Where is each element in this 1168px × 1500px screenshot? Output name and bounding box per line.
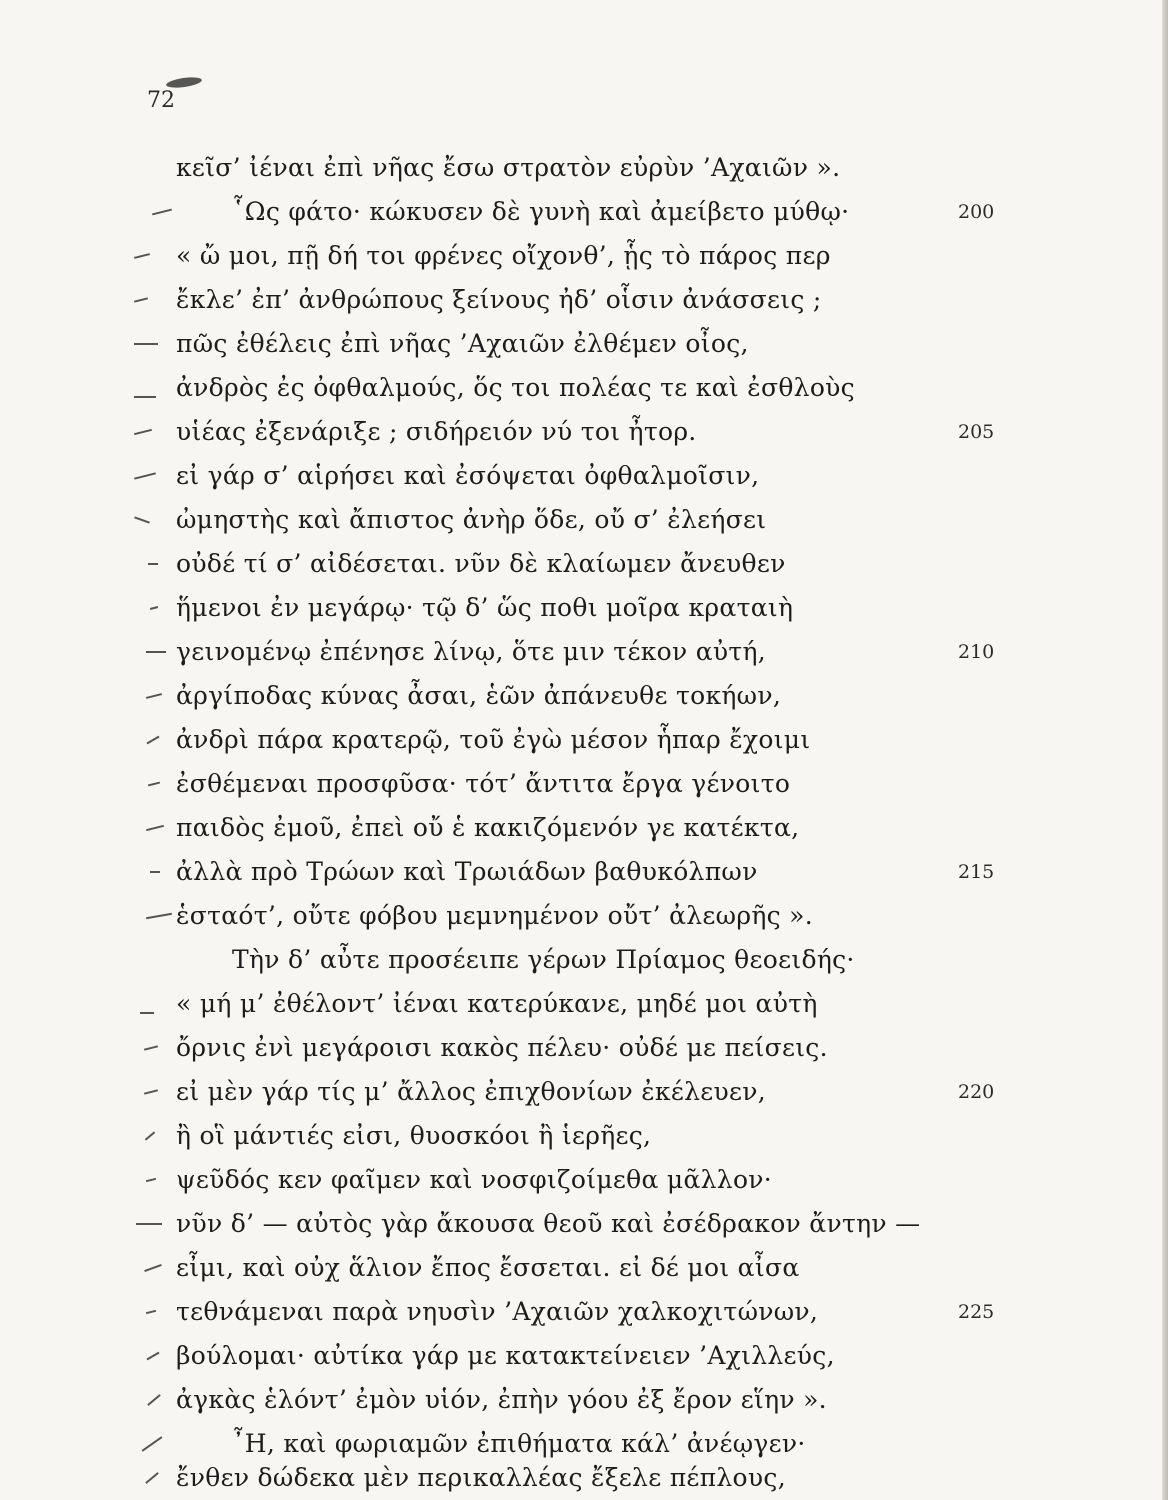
verse-line [0, 1378, 1168, 1422]
page-edge [1162, 0, 1168, 1500]
pencil-mark [134, 297, 148, 302]
verse-text: ἀλλὰ πρὸ Τρώων καὶ Τρωιάδων βαθυκόλπων [176, 857, 758, 886]
verse-text: υἱέας ἐξενάριξε ; σιδήρειόν νύ τοι ἦτορ. [176, 417, 697, 446]
verse-text: ἔκλε’ ἐπ’ ἀνθρώπους ξείνους ἠδ’ οἷσιν ἀνάσσεις ; [176, 285, 822, 314]
verse-text: Τὴν δ’ αὖτε προσέειπε γέρων Πρίαμος θεοειδής· [232, 945, 855, 974]
pencil-mark [146, 693, 162, 699]
pencil-mark [146, 651, 166, 653]
verse-line [0, 1158, 1168, 1202]
verse-line [0, 806, 1168, 850]
verse-text: « μή μ’ ἐθέλοντ’ ἰέναι κατερύκανε, μηδέ μοι αὐτὴ [176, 989, 818, 1018]
verse-line [0, 1334, 1168, 1378]
pencil-mark [144, 1089, 158, 1094]
verse-line [0, 454, 1168, 498]
verse-line [0, 1026, 1168, 1070]
pencil-mark [144, 1264, 162, 1272]
pencil-mark [145, 1131, 155, 1140]
verse-line [0, 234, 1168, 278]
verse-text: εἰ γάρ σ’ αἱρήσει καὶ ἐσόψεται ὀφθαλμοῖσιν, [176, 461, 760, 490]
pencil-mark [134, 396, 156, 398]
verse-text: ἑσταότ’, οὔτε φόβου μεμνημένον οὔτ’ ἀλεωρῆς ». [176, 901, 814, 930]
verse-text: βούλομαι· αὐτίκα γάρ με κατακτείνειεν ’Αχιλλεύς, [176, 1341, 835, 1370]
pencil-mark [140, 1012, 154, 1014]
verse-text: ἀγκὰς ἑλόντ’ ἐμὸν υἱόν, ἐπὴν γόου ἐξ ἔρον εἵην ». [176, 1385, 827, 1414]
pencil-mark [134, 516, 150, 523]
verse-text: ἀργίποδας κύνας ἆσαι, ἑῶν ἀπάνευθε τοκήων, [176, 681, 782, 710]
pencil-mark [147, 1394, 161, 1406]
verse-text: νῦν δ’ — αὐτὸς γὰρ ἄκουσα θεοῦ καὶ ἐσέδρακον ἄντην — [176, 1209, 921, 1238]
verse-text: εἰ μὲν γάρ τίς μ’ ἄλλος ἐπιχθονίων ἐκέλευεν, [176, 1077, 766, 1106]
verse-text: ῏Η, καὶ φωριαμῶν ἐπιθήματα κάλ’ ἀνέῳγεν· [232, 1429, 806, 1458]
verse-line [0, 630, 1168, 674]
pencil-mark [146, 825, 164, 831]
pencil-mark [134, 343, 158, 345]
pencil-mark [134, 429, 152, 435]
verse-line [0, 674, 1168, 718]
verse-line [0, 586, 1168, 630]
verse-line [0, 1070, 1168, 1114]
verse-text: ἢ οἳ μάντιές εἰσι, θυοσκόοι ἢ ἱερῆες, [176, 1121, 652, 1150]
pencil-mark [134, 253, 150, 259]
verse-text: « ὤ μοι, πῇ δή τοι φρένες οἴχονθ’, ᾗς τὸ πάρος περ [176, 241, 831, 270]
line-number: 220 [958, 1081, 995, 1103]
verse-text: ὄρνις ἐνὶ μεγάροισι κακὸς πέλευ· οὐδέ με πείσεις. [176, 1033, 828, 1062]
verse-line [0, 1202, 1168, 1246]
verse-line [0, 498, 1168, 542]
line-number: 210 [958, 641, 995, 663]
line-number: 200 [958, 201, 995, 223]
pencil-mark [146, 1352, 159, 1361]
verse-line [0, 894, 1168, 938]
verse-text: ψεῦδός κεν φαῖμεν καὶ νοσφιζοίμεθα μᾶλλον· [176, 1165, 773, 1194]
verse-line [0, 278, 1168, 322]
verse-line [0, 322, 1168, 366]
page-number: 72 [147, 88, 175, 113]
pencil-mark [144, 1045, 158, 1050]
verse-text: ὠμηστὴς καὶ ἄπιστος ἀνὴρ ὅδε, οὔ σ’ ἐλεήσει [176, 505, 767, 534]
verse-text: ἔνθεν δώδεκα μὲν περικαλλέας ἔξελε πέπλους, [176, 1463, 786, 1492]
verse-text: ἀνδρὶ πάρα κρατερῷ, τοῦ ἐγὼ μέσον ἧπαρ ἔχοιμι [176, 725, 811, 754]
pencil-mark [146, 913, 172, 919]
verse-text: ἥμενοι ἐν μεγάρῳ· τῷ δ’ ὥς ποθι μοῖρα κραταιὴ [176, 593, 794, 622]
verse-text: πῶς ἐθέλεις ἐπὶ νῆας ’Αχαιῶν ἐλθέμεν οἶος, [176, 329, 749, 358]
verse-line [0, 850, 1168, 894]
verse-text: ἐσθέμεναι προσφῦσα· τότ’ ἄντιτα ἔργα γένοιτο [176, 769, 791, 798]
verse-text: οὐδέ τί σ’ αἰδέσεται. νῦν δὲ κλαίωμεν ἄνευθεν [176, 549, 786, 578]
verse-line [0, 1456, 1168, 1500]
verse-line [0, 366, 1168, 410]
pencil-mark [150, 871, 160, 873]
verse-text: γεινομένῳ ἐπένησε λίνῳ, ὅτε μιν τέκον αὐτή, [176, 637, 767, 666]
pencil-mark [145, 1472, 159, 1484]
verse-line [0, 718, 1168, 762]
verse-text: παιδὸς ἐμοῦ, ἐπεὶ οὔ ἑ κακιζόμενόν γε κατέκτα, [176, 813, 800, 842]
pencil-mark [152, 209, 172, 216]
pencil-mark [146, 1310, 156, 1314]
pencil-mark [142, 1436, 163, 1451]
verse-text: εἶμι, καὶ οὐχ ἅλιον ἔπος ἔσσεται. εἰ δέ μοι αἶσα [176, 1253, 800, 1282]
verse-text: κεῖσ’ ἰέναι ἐπὶ νῆας ἔσω στρατὸν εὐρὺν ’Αχαιῶν ». [176, 153, 841, 182]
verse-text: ἀνδρὸς ἐς ὀφθαλμούς, ὅς τοι πολέας τε καὶ ἐσθλοὺς [176, 373, 855, 402]
verse-line [0, 982, 1168, 1026]
verse-line [0, 190, 1168, 234]
pencil-mark [134, 472, 156, 479]
verse-line [0, 542, 1168, 586]
verse-line [0, 762, 1168, 806]
line-number: 225 [958, 1301, 995, 1323]
verse-line [0, 1290, 1168, 1334]
pencil-mark [150, 606, 158, 610]
pencil-mark [146, 1178, 156, 1182]
verse-line [0, 146, 1168, 190]
verse-line [0, 938, 1168, 982]
verse-text: τεθνάμεναι παρὰ νηυσὶν ’Αχαιῶν χαλκοχιτώνων, [176, 1297, 819, 1326]
line-number: 215 [958, 861, 995, 883]
verse-line [0, 1246, 1168, 1290]
verse-text: ῟Ως φάτο· κώκυσεν δὲ γυνὴ καὶ ἀμείβετο μύθῳ· [232, 197, 850, 226]
verse-line [0, 410, 1168, 454]
verse-line [0, 1114, 1168, 1158]
pencil-mark [148, 563, 158, 565]
pencil-mark [148, 782, 160, 787]
line-number: 205 [958, 421, 995, 443]
pencil-mark [136, 1223, 162, 1225]
pencil-mark [146, 736, 159, 745]
